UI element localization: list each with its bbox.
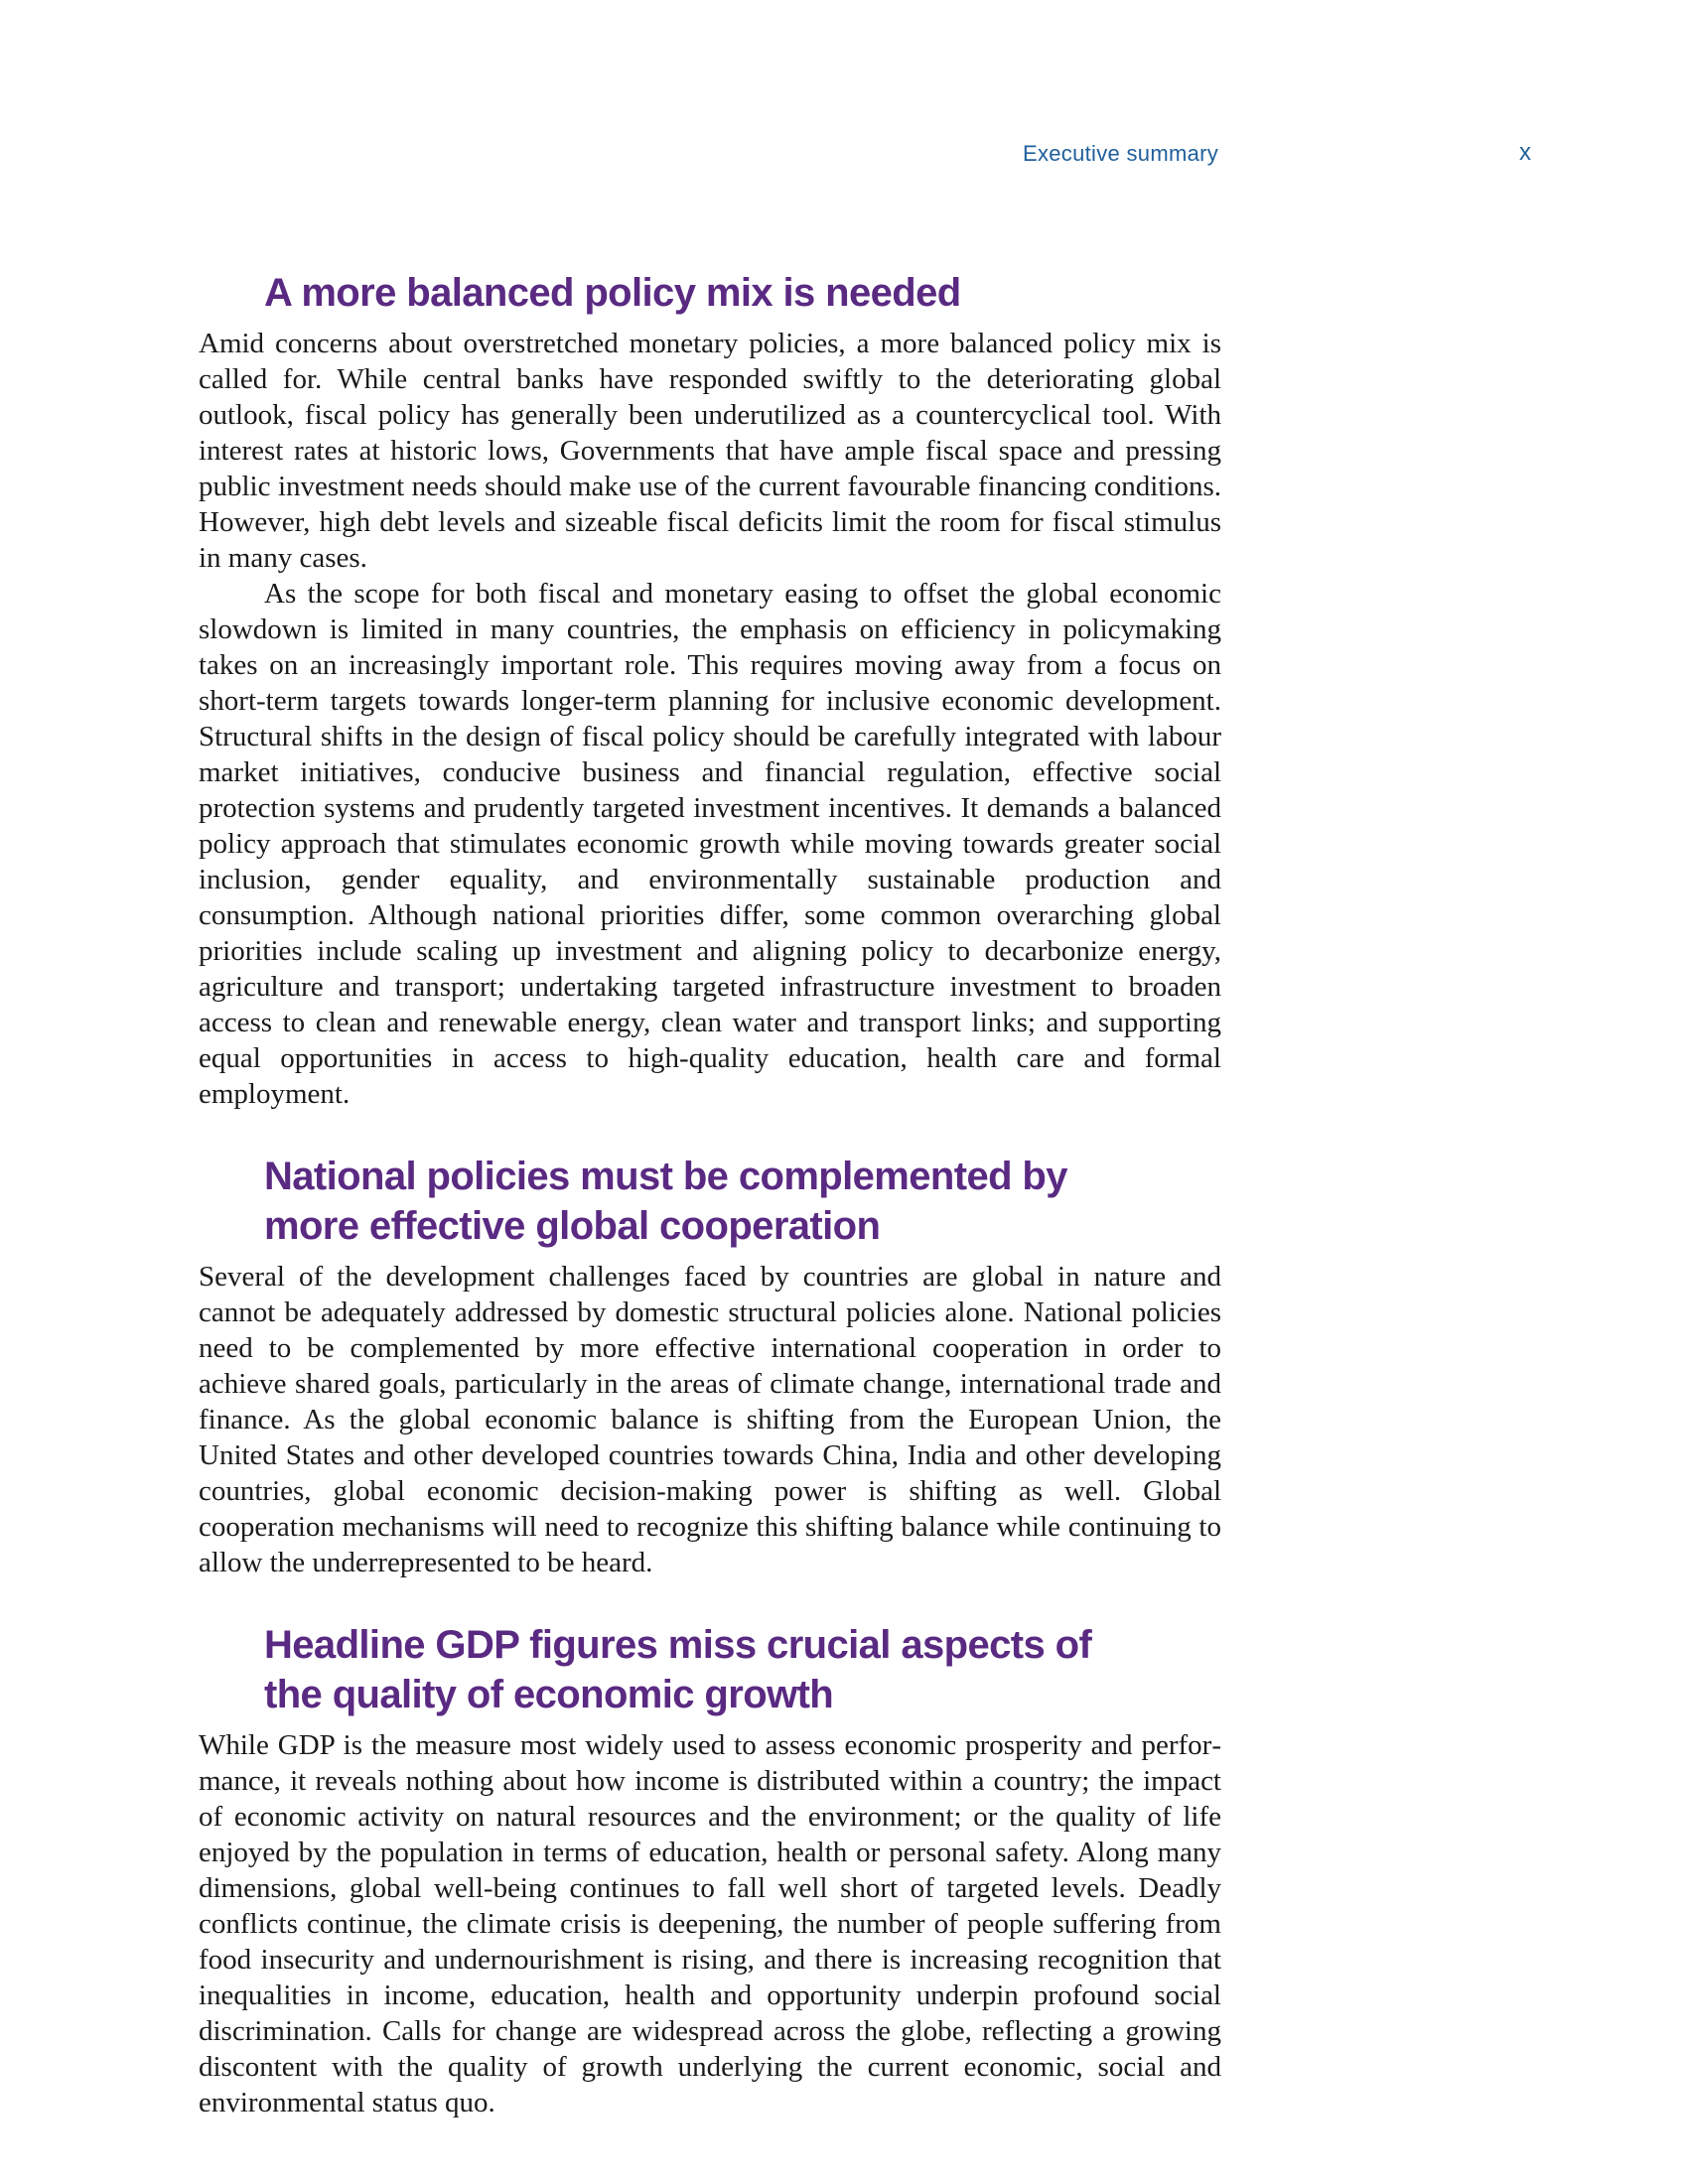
section-heading: National policies must be complemented by more effective global cooperation: [264, 1155, 1067, 1248]
paragraph: Amid concerns about overstretched monetary policies, a more balanced policy mix is called for. While central banks have responded swiftly to the deteriorating global outlook, fiscal policy has generally been underutilized as a countercyclical tool. With interest rates at historic lows, Governments that have ample fiscal space and pressing public investment needs should make use of the current favourable financing conditions. However, high debt levels and sizeable fiscal deficits limit the room for fiscal stimulus in many cases.: [199, 328, 1221, 574]
running-header-title: Executive summary: [1023, 141, 1219, 166]
section-gdp-quality: [199, 1620, 1221, 2120]
paragraph: As the scope for both fiscal and monetary easing to offset the global economic slowdown is limited in many countries, the emphasis on efficiency in policymaking takes on an increasingly important role. This requires moving away from a focus on short-term targets towards longer-term planning for inclusive economic development. Structural shifts in the design of fiscal policy should be carefully integrated with labour market initiatives, conducive business and financial regulation, effective social protection systems and prudently targeted investment incentives. It demands a balanced policy approach that stimulates economic growth while moving towards greater social inclusion, gender equality, and environmentally sustainable production and consumption. Although national priorities differ, some common overarching global priorities include scaling up investment and aligning policy to decarbonize energy, agriculture and transport; undertaking targeted infrastructure investment to broaden access to clean and renewable energy, clean water and transport links; and supporting equal opportunities in access to high-quality education, health care and formal employment.: [199, 578, 1221, 1110]
page-content: [199, 268, 1221, 2160]
paragraph: Several of the development challenges faced by countries are global in nature and cannot be adequately addressed by domestic structural policies alone. National policies need to be complemented by more effective international cooperation in order to achieve shared goals, particularly in the areas of climate change, international trade and finance. As the global economic balance is shifting from the European Union, the United States and other developed countries towards China, India and other developing countries, global economic decision-making power is shifting as well. Global cooperation mechanisms will need to recognize this shifting balance while continuing to allow the underrepresented to be heard.: [199, 1261, 1221, 1578]
paragraph: While GDP is the measure most widely used to assess economic prosperity and performance, it reveals nothing about how income is distributed within a country; the impact of economic activity on natural resources and the environment; or the quality of life enjoyed by the population in terms of education, health or personal safety. Along many dimensions, global well-being continues to fall well short of targeted levels. Deadly conflicts continue, the climate crisis is deepening, the number of people suffering from food insecurity and undernourishment is rising, and there is increasing recognition that inequalities in income, education, health and opportunity underpin profound social discrimination. Calls for change are widespread across the globe, reflecting a growing discontent with the quality of growth underlying the current economic, social and environmental status quo.: [199, 1729, 1221, 2118]
section-global-cooperation: [199, 1152, 1221, 1580]
section-heading: Headline GDP figures miss crucial aspects of the quality of economic growth: [264, 1623, 1092, 1716]
section-balanced-policy-mix: [199, 268, 1221, 1112]
section-heading: A more balanced policy mix is needed: [264, 271, 961, 315]
page-number: x: [1519, 139, 1531, 166]
